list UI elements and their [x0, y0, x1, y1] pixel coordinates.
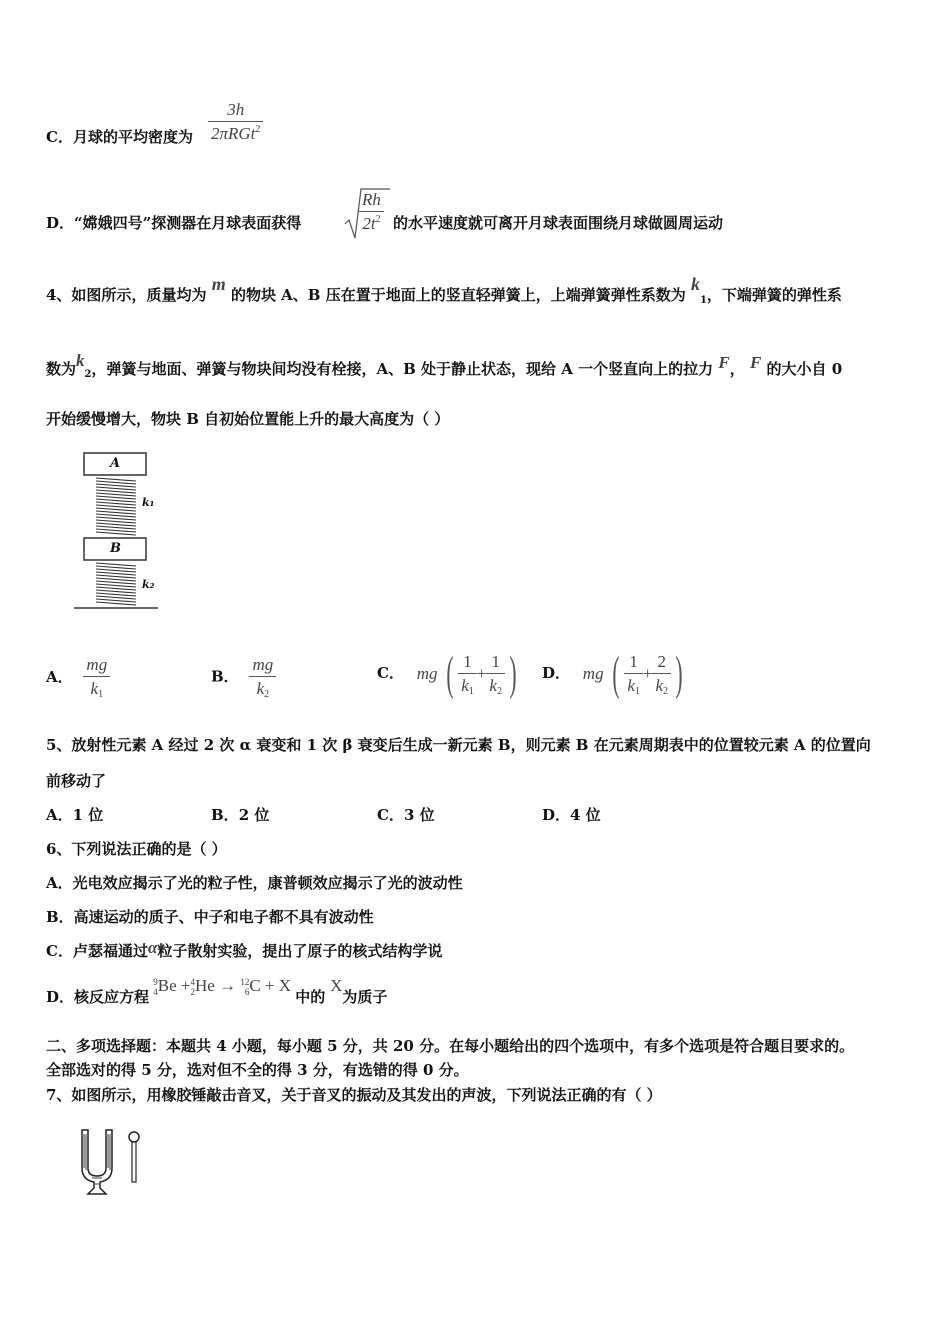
q6-option-c[interactable]	[46, 940, 442, 961]
option-label: D．	[542, 664, 571, 682]
fraction-numerator: 2	[657, 651, 666, 671]
fraction-numerator: 1	[491, 651, 500, 671]
plus-sign: +	[180, 976, 191, 995]
q4-option-a[interactable]	[46, 655, 110, 700]
left-paren: (	[446, 647, 454, 700]
atomic-number: 6	[244, 987, 250, 998]
q6-stem: 6、下列说法正确的是（ ）	[46, 840, 227, 858]
den-text: k	[256, 679, 265, 698]
option-label: B．	[211, 806, 239, 824]
q3-option-d-sqrt	[343, 186, 391, 240]
option-label: B．	[211, 667, 239, 686]
q6-option-b[interactable]: B．高速运动的质子、中子和电子都不具有波动性	[46, 908, 374, 926]
mass-number: 4	[190, 977, 195, 988]
section-2-line-2: 全部选对的得 5 分，选对但不全的得 3 分，有选错的得 0 分。	[46, 1061, 469, 1079]
den-sub: 1	[634, 685, 640, 697]
option-label: C．	[377, 806, 404, 824]
plus-sign: +	[642, 664, 653, 683]
atomic-number: 2	[190, 987, 195, 998]
q3-option-c	[46, 126, 193, 147]
option-text: 中的	[295, 988, 326, 1006]
den-sub: 1	[98, 689, 104, 700]
k-subscript: 2	[84, 369, 92, 380]
den-sub: 2	[663, 685, 669, 697]
q5-line-2: 前移动了	[46, 772, 107, 790]
spring-k2-label: k₂	[142, 578, 155, 591]
q3-option-d-tail: 的水平速度就可离开月球表面围绕月球做圆周运动	[393, 214, 724, 232]
q4-line-3: 开始缓慢增大，物块 B 自初始位置能上升的最大高度为（ ）	[46, 410, 450, 428]
force-symbol: F	[749, 353, 762, 372]
c-indices	[240, 977, 249, 997]
q5-option-d[interactable]	[542, 804, 601, 825]
element-be: Be	[157, 976, 177, 995]
x-symbol: X	[330, 976, 343, 995]
den-text: k	[489, 675, 497, 695]
fraction-denominator	[208, 121, 263, 144]
option-text: 1 位	[72, 806, 104, 824]
spring-k1-label: k₁	[142, 496, 155, 509]
frac-1	[624, 652, 643, 697]
den-sub: 2	[496, 685, 502, 697]
option-label: D．	[542, 806, 571, 824]
option-text: 3 位	[403, 806, 435, 824]
fraction-denominator	[83, 676, 110, 700]
option-text: 为质子	[342, 988, 388, 1006]
stem-text: 数为	[46, 360, 77, 378]
option-text: C．卢瑟福通过	[46, 942, 148, 960]
q3-option-d	[46, 212, 301, 233]
element-c: C	[249, 976, 261, 995]
q4-option-b[interactable]	[211, 655, 276, 700]
tuning-fork-figure	[78, 1126, 144, 1198]
q5-option-b[interactable]	[211, 804, 269, 825]
option-text: D．核反应方程	[46, 988, 150, 1006]
plus-sign: +	[264, 976, 275, 995]
option-text: 月球的平均密度为	[72, 128, 193, 146]
option-label: C．	[46, 128, 73, 146]
q4-option-d[interactable]	[542, 647, 687, 700]
sqrt-fraction	[359, 190, 384, 234]
option-fraction	[249, 655, 276, 700]
block-b-label: B	[110, 541, 121, 556]
nuclear-equation	[149, 976, 295, 998]
q5-line-1: 5、放射性元素 A 经过 2 次 α 衰变和 1 次 β 衰变后生成一新元素 B，则元素 B 在元素周期表中的位置较元素 A 的位置向	[46, 736, 871, 754]
stem-text: 的大小自 0	[766, 360, 843, 378]
q4-line-2	[46, 351, 843, 380]
option-text: “嫦娥四号”探测器在月球表面获得	[74, 214, 302, 232]
fraction-denominator	[458, 673, 477, 697]
stem-text: 4、如图所示，质量均为	[46, 286, 207, 304]
q6-option-d[interactable]	[46, 975, 388, 1006]
fraction-denominator	[486, 673, 505, 697]
stem-text: 的物块 A、B 压在置于地面上的竖直轻弹簧上，上端弹簧弹性系数为	[230, 286, 686, 304]
fraction-denominator	[249, 676, 276, 700]
fraction-numerator: 3h	[227, 100, 245, 119]
fraction-numerator: mg	[252, 655, 274, 674]
stem-text: ，下端弹簧的弹性系	[706, 286, 842, 304]
q5-option-a[interactable]	[46, 804, 103, 825]
mg-prefix: mg	[416, 664, 438, 683]
mass-number: 9	[153, 977, 158, 988]
option-label: A．	[46, 806, 73, 824]
fraction-numerator: 1	[463, 651, 472, 671]
q5-option-c[interactable]	[377, 804, 435, 825]
den-text: 2πRGt	[211, 124, 256, 143]
option-label: C．	[377, 664, 404, 682]
arrow-icon: →	[219, 976, 237, 995]
k-symbol: k	[76, 351, 85, 370]
option-fraction	[83, 655, 110, 700]
right-paren: )	[509, 647, 517, 700]
mass-number: 12	[240, 977, 250, 988]
fraction-numerator: Rh	[362, 190, 381, 209]
option-text: 2 位	[238, 806, 270, 824]
option-label: A．	[46, 667, 73, 686]
option-label: D．	[46, 214, 75, 232]
section-2-line-1: 二、多项选择题：本题共 4 小题，每小题 5 分，共 20 分。在每小题给出的四个选项中，有多个选项是符合题目要求的。	[46, 1037, 855, 1055]
den-text: k	[655, 675, 664, 695]
den-sup: 2	[375, 214, 381, 225]
q4-line-1	[46, 274, 842, 306]
den-text: k	[90, 679, 99, 698]
k-subscript: 1	[699, 295, 707, 306]
force-symbol: F	[718, 353, 730, 372]
option-text: 4 位	[570, 806, 601, 824]
spring-block-figure	[72, 450, 162, 612]
block-a-label: A	[110, 456, 121, 471]
frac-2	[652, 652, 671, 697]
fraction-numerator: mg	[86, 655, 108, 674]
atomic-number: 4	[153, 987, 158, 998]
den-sup: 2	[255, 124, 261, 135]
left-paren: (	[612, 647, 620, 700]
element-he: He	[195, 976, 215, 995]
den-text: k	[627, 675, 635, 695]
fraction-denominator	[624, 673, 643, 697]
q6-option-a[interactable]: A．光电效应揭示了光的粒子性，康普顿效应揭示了光的波动性	[46, 874, 463, 892]
stem-text: ，	[729, 360, 745, 378]
option-text: 粒子散射实验，提出了原子的核式结构学说	[157, 942, 443, 960]
den-sub: 2	[264, 689, 270, 700]
q4-option-c[interactable]	[377, 647, 521, 700]
den-text: k	[461, 675, 469, 695]
fraction-numerator: 1	[629, 651, 638, 671]
k-symbol: k	[690, 274, 700, 294]
den-text: 2t	[362, 214, 376, 233]
plus-sign: +	[476, 664, 487, 683]
q3-option-c-fraction	[208, 100, 263, 144]
mg-prefix: mg	[582, 664, 604, 683]
stem-text: ，弹簧与地面、弹簧与物块间均没有栓接，A、B 处于静止状态，现给 A 一个竖直向上的拉力	[91, 360, 714, 378]
right-paren: )	[675, 647, 683, 700]
q7-stem: 7、如图所示，用橡胶锤敲击音叉，关于音叉的振动及其发出的声波，下列说法正确的有（ ）	[46, 1086, 662, 1104]
fraction-denominator	[359, 211, 384, 234]
frac-1	[458, 652, 477, 697]
tuning-fork-icon	[78, 1126, 144, 1198]
element-x: X	[278, 976, 292, 995]
alpha-symbol: α	[147, 938, 158, 957]
fraction-denominator	[652, 673, 671, 697]
mass-symbol: m	[211, 274, 226, 294]
den-sub: 1	[468, 685, 474, 697]
frac-2	[486, 652, 505, 697]
